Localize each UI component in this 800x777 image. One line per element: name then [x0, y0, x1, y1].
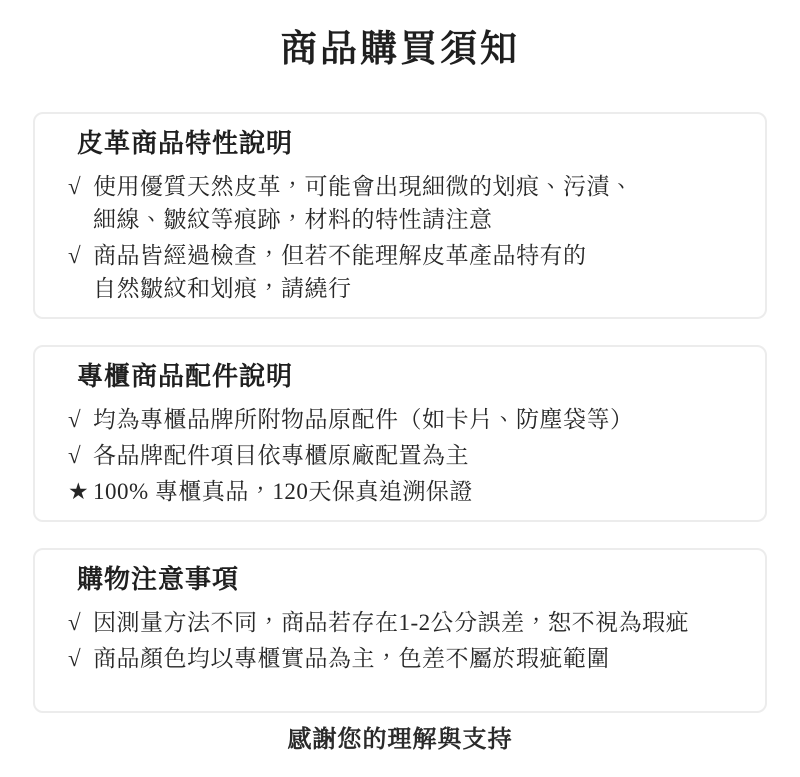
bullet-line: 使用優質天然皮革，可能會出現細微的划痕、污漬、	[93, 174, 634, 199]
bullet-line: 均為專櫃品牌所附物品原配件（如卡片、防塵袋等）	[93, 407, 634, 432]
bullet-text	[93, 170, 737, 236]
section-leather-characteristics	[33, 112, 767, 319]
bullet-text	[93, 403, 737, 436]
bullet-list	[68, 170, 737, 305]
bullet-list	[68, 606, 737, 675]
list-item	[68, 239, 737, 305]
list-item	[68, 170, 737, 236]
section-heading: 專櫃商品配件說明	[77, 361, 294, 391]
thanks-footer: 感謝您的理解與支持	[287, 726, 513, 753]
list-item	[68, 475, 737, 508]
bullet-line: 商品皆經過檢查，但若不能理解皮革產品特有的	[93, 243, 587, 268]
purchase-notice-page	[0, 26, 800, 777]
check-icon: √	[68, 243, 81, 268]
bullet-line: 因測量方法不同，商品若存在1-2公分誤差，恕不視為瑕疵	[93, 610, 690, 635]
bullet-line: 商品顏色均以專櫃實品為主，色差不屬於瑕疵範圍	[93, 646, 610, 671]
list-item	[68, 439, 737, 472]
check-icon: √	[68, 174, 81, 199]
list-item	[68, 403, 737, 436]
check-icon: √	[68, 610, 81, 635]
bullet-line: 各品牌配件項目依專櫃原廠配置為主	[93, 443, 469, 468]
bullet-text	[93, 439, 737, 472]
bullet-text	[93, 642, 737, 675]
check-icon: √	[68, 646, 81, 671]
section-heading: 購物注意事項	[77, 564, 240, 594]
section-shopping-notes	[33, 548, 767, 713]
list-item	[68, 642, 737, 675]
bullet-text	[93, 606, 737, 639]
star-icon: ★	[68, 479, 89, 504]
bullet-line: 100% 專櫃真品，120天保真追溯保證	[93, 479, 473, 504]
bullet-line: 自然皺紋和划痕，請繞行	[93, 276, 352, 301]
bullet-list	[68, 403, 737, 508]
section-accessories	[33, 345, 767, 522]
bullet-line: 細線、皺紋等痕跡，材料的特性請注意	[93, 207, 493, 232]
page-title: 商品購買須知	[280, 28, 520, 69]
section-heading: 皮革商品特性說明	[77, 128, 294, 158]
check-icon: √	[68, 407, 81, 432]
bullet-text	[93, 239, 737, 305]
bullet-text	[93, 475, 737, 508]
check-icon: √	[68, 443, 81, 468]
list-item	[68, 606, 737, 639]
